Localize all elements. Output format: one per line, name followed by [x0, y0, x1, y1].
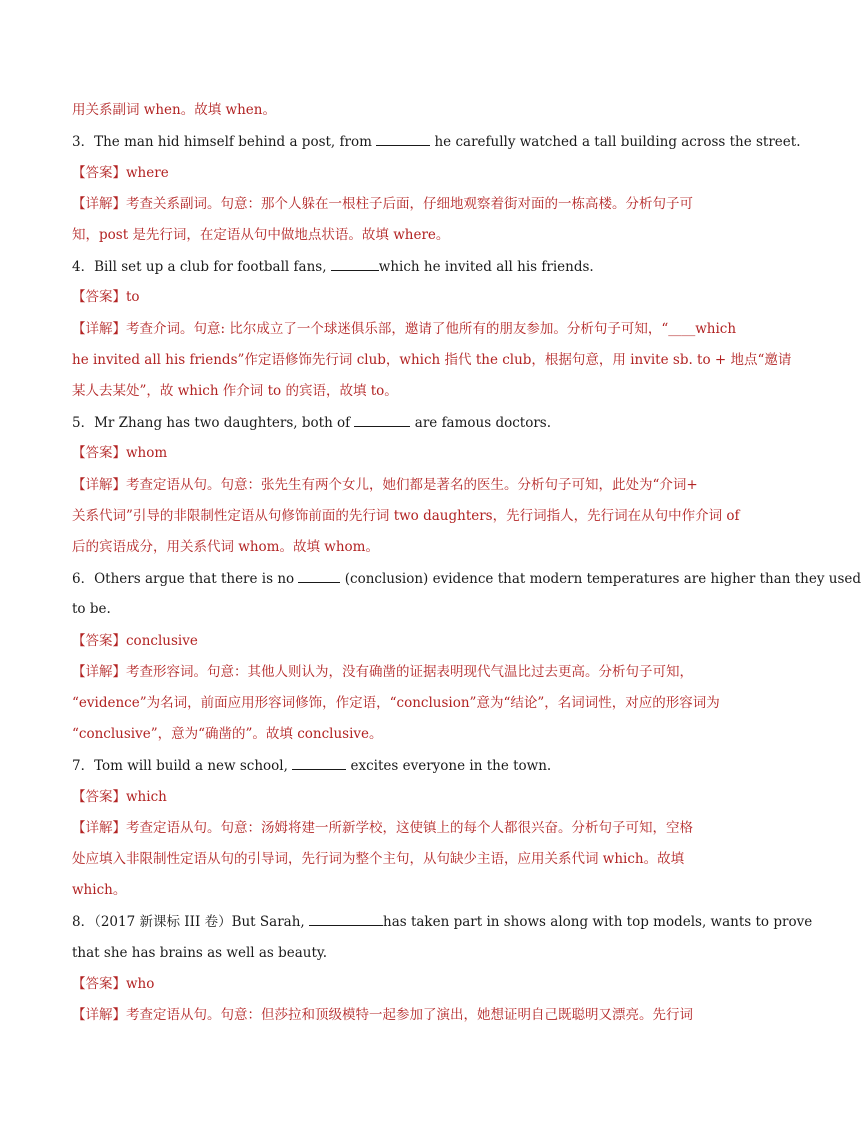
- answer-blank: [354, 412, 410, 427]
- answer-value: who: [126, 976, 155, 992]
- question-text: (conclusion) evidence that modern temperatures are higher than they used: [344, 571, 861, 587]
- answer-label: 【答案】: [72, 445, 126, 461]
- detail-label: 【详解】: [72, 1007, 126, 1023]
- answer-value: to: [126, 289, 140, 305]
- question-text: excites everyone in the town.: [350, 758, 552, 774]
- detail-text: which。: [72, 882, 127, 898]
- answer-blank: [376, 131, 430, 146]
- detail-row: [72, 194, 722, 214]
- answer-blank: [309, 911, 383, 926]
- question-6: [72, 568, 861, 589]
- question-text: that she has brains as well as beauty.: [72, 945, 328, 961]
- detail-text: 考查定语从句。句意：汤姆将建一所新学校，这使镇上的每个人都很兴奋。分析句子可知，空格: [126, 820, 693, 836]
- detail-text: 关系代词”引导的非限制性定语从句修饰前面的先行词 two daughters，先行词指人，先行词在从句中作介词 of: [72, 508, 740, 524]
- detail-row: [72, 319, 737, 339]
- detail-text: 后的宾语成分，用关系代词 whom。故填 whom。: [72, 539, 379, 555]
- detail-label: 【详解】: [72, 477, 126, 493]
- question-text: Others argue that there is no: [94, 571, 295, 587]
- answer-row: [72, 287, 722, 307]
- answer-label: 【答案】: [72, 633, 126, 649]
- detail-row: [72, 475, 722, 495]
- answer-row: [72, 631, 722, 651]
- detail-text: he invited all his friends”作定语修饰先行词 club，which 指代 the club，根据句意，用 invite sb. to + 地点“邀请: [72, 352, 792, 368]
- question-number: 5．: [72, 415, 95, 431]
- question-number: 8．: [72, 914, 95, 930]
- detail-text: 知，post 是先行词，在定语从句中做地点状语。故填 where。: [72, 227, 450, 243]
- question-text: he carefully watched a tall building across the street.: [434, 134, 801, 150]
- detail-text: 考查介词。句意: 比尔成立了一个球迷俱乐部，邀请了他所有的朋友参加。分析句子可知，“____which: [126, 321, 737, 337]
- answer-value: which: [126, 789, 167, 805]
- answer-value: conclusive: [126, 633, 198, 649]
- question-number: 4．: [72, 259, 95, 275]
- detail-row: [72, 818, 722, 838]
- answer-row: [72, 787, 722, 807]
- question-text: （2017 新课标 III 卷）But Sarah,: [94, 914, 305, 930]
- question-5: [72, 412, 722, 433]
- answer-blank: [292, 755, 346, 770]
- answer-row: [72, 163, 722, 183]
- answer-label: 【答案】: [72, 289, 126, 305]
- detail-text: 考查定语从句。句意：但莎拉和顶级模特一起参加了演出，她想证明自己既聪明又漂亮。先行词: [126, 1007, 693, 1023]
- question-number: 7．: [72, 758, 95, 774]
- question-text: Bill set up a club for football fans,: [94, 259, 327, 275]
- question-number: 6．: [72, 571, 95, 587]
- answer-label: 【答案】: [72, 976, 126, 992]
- answer-blank: [298, 568, 340, 583]
- question-3: [72, 131, 801, 152]
- question-text: The man hid himself behind a post, from: [94, 134, 372, 150]
- answer-value: whom: [126, 445, 168, 461]
- detail-label: 【详解】: [72, 820, 126, 836]
- answer-row: [72, 443, 722, 463]
- detail-text: 考查形容词。句意：其他人则认为，没有确凿的证据表明现代气温比过去更高。分析句子可知，: [126, 664, 693, 680]
- detail-text: 某人去某处”，故 which 作介词 to 的宾语，故填 to。: [72, 383, 398, 399]
- answer-label: 【答案】: [72, 789, 126, 805]
- answer-blank: [331, 256, 379, 271]
- continued-explanation-tail: 用关系副词 when。故填 when。: [72, 102, 276, 118]
- detail-text: “evidence”为名词，前面应用形容词修饰，作定语，“conclusion”意为“结论”，名词词性，对应的形容词为: [72, 695, 720, 711]
- detail-label: 【详解】: [72, 321, 126, 337]
- question-7: [72, 755, 722, 776]
- question-text: Tom will build a new school,: [94, 758, 288, 774]
- detail-label: 【详解】: [72, 196, 126, 212]
- question-text: which he invited all his friends.: [378, 259, 594, 275]
- detail-text: 考查定语从句。句意：张先生有两个女儿，她们都是著名的医生。分析句子可知，此处为“介词+: [126, 477, 698, 493]
- detail-row: [72, 1005, 722, 1025]
- detail-text: “conclusive”，意为“确凿的”。故填 conclusive。: [72, 726, 383, 742]
- question-text: are famous doctors.: [414, 415, 552, 431]
- question-8: [72, 911, 813, 932]
- answer-value: where: [126, 165, 169, 181]
- detail-text: 考查关系副词。句意：那个人躲在一根柱子后面，仔细地观察着街对面的一栋高楼。分析句子可: [126, 196, 693, 212]
- question-text: to be.: [72, 601, 111, 617]
- detail-text: 处应填入非限制性定语从句的引导词，先行词为整个主句，从句缺少主语，应用关系代词 which。故填: [72, 851, 685, 867]
- question-text: has taken part in shows along with top models, wants to prove: [383, 914, 813, 930]
- question-number: 3．: [72, 134, 95, 150]
- question-4: [72, 256, 722, 277]
- answer-row: [72, 974, 722, 994]
- detail-row: [72, 662, 722, 682]
- question-text: Mr Zhang has two daughters, both of: [94, 415, 351, 431]
- answer-label: 【答案】: [72, 165, 126, 181]
- detail-label: 【详解】: [72, 664, 126, 680]
